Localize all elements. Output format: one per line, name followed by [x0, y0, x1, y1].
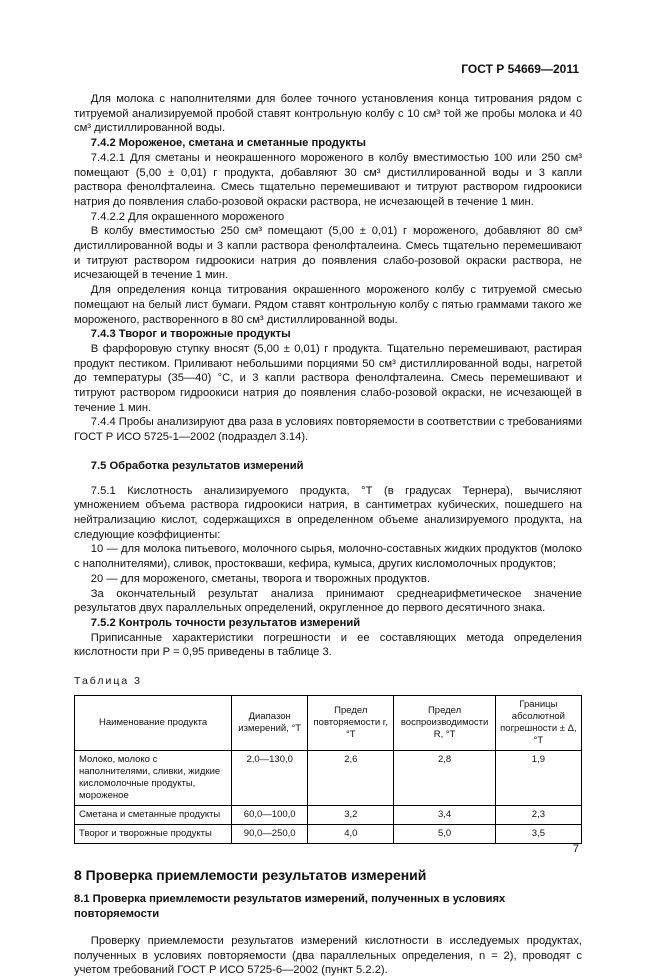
column-header: Границы абсолютной погрешности ± Δ, °Т [495, 695, 581, 750]
list-item: 20 — для мороженого, сметаны, творога и творожных продуктов. [90, 572, 430, 585]
standard-id-header: ГОСТ Р 54669—2011 [461, 62, 579, 76]
paragraph: Проверку приемлемости результатов измерений кислотности в исследуемых продуктах, полученных в условиях повторяемости (два параллельных определения, n = 2), проводят с учетом требований ГОСТ Р ИСО 5725-6—2002 (пункт 5.2.2). [74, 934, 582, 977]
section-heading-8: 8 Проверка приемлемости результатов измерений [74, 866, 427, 883]
page-number: 7 [572, 843, 579, 855]
table-cell: 3,4 [394, 805, 495, 824]
data-table [74, 695, 582, 844]
column-header: Предел повторяемости r, °Т [308, 695, 394, 750]
table-cell: Творог и творожные продукты [75, 824, 232, 843]
table-cell: 2,0—130,0 [232, 750, 308, 805]
table-row [75, 805, 582, 824]
paragraph: В фарфоровую ступку вносят (5,00 ± 0,01) г продукта. Тщательно перемешивают, растирая продукт пестиком. Приливают небольшими порциями 50 см³ дистиллированной воды, нагретой до температуры (35—40) °С, и 3 капли раствора фенолфталеина. Смесь перемешивают и титруют раствором гидроокиси натрия до появления слабо-розовой окраски, не исчезающей в течение 1 мин. [74, 342, 582, 414]
table-cell: 2,8 [394, 750, 495, 805]
table-cell: 2,3 [495, 805, 581, 824]
table-row [75, 750, 582, 805]
paragraph: 7.4.4 Пробы анализируют два раза в условиях повторяемости в соответствии с требованиями ГОСТ Р ИСО 5725-1—2002 (подраздел 3.14). [74, 416, 582, 444]
paragraph: В колбу вместимостью 250 см³ помещают (5,00 ± 0,01) г мороженого, добавляют 80 см³ дистиллированной воды и 3 капли раствора фенолфталеина. Смесь тщательно перемешивают и титруют раствором гидроокиси натрия до появления слабо-розовой окраски раствора, не исчезающей в течение 1 мин. [74, 225, 582, 282]
section-heading-7-4-3: 7.4.3 Творог и творожные продукты [90, 328, 291, 341]
table-cell: Сметана и сметанные продукты [75, 805, 232, 824]
paragraph: Для определения конца титрования окрашенного мороженого колбу с титруемой смесью помещают на белый лист бумаги. Рядом ставят контрольную колбу с пятью граммами такого же мороженого, растворенного в 80 см³ дистиллированной воды. [74, 284, 582, 326]
table-cell: 90,0—250,0 [232, 824, 308, 843]
table-caption: Таблица 3 [74, 675, 142, 688]
table-row [75, 824, 582, 843]
paragraph: 7.5.1 Кислотность анализируемого продукта, °Т (в градусах Тернера), вычисляют умножением объема раствора гидроокиси натрия, в сантиметрах кубических, пошедшего на нейтрализацию кислот, содержащихся в определенном объеме анализируемого продукта, на следующие коэффициенты: [74, 484, 582, 541]
table-cell: 3,5 [495, 824, 581, 843]
paragraph: Для молока с наполнителями для более точного установления конца титрования рядом с титруемой анализируемой пробой ставят контрольную колбу с 10 см³ той же пробы молока и 40 см³ дистиллированной воды. [74, 93, 582, 135]
subsection-heading-7-4-2-2: 7.4.2.2 Для окрашенного мороженого [90, 210, 285, 223]
column-header: Наименование продукта [75, 695, 232, 750]
table-cell: 4,0 [308, 824, 394, 843]
table-cell: 60,0—100,0 [232, 805, 308, 824]
list-item: 10 — для молока питьевого, молочного сырья, молочно-составных жидких продуктов (молоко с наполнителями), сливок, простокваши, кефира, кумыса, других кисломолочных продуктов; [74, 543, 582, 571]
table-cell: 1,9 [495, 750, 581, 805]
section-heading-7-4-2: 7.4.2 Мороженое, сметана и сметанные продукты [90, 137, 366, 150]
section-heading-7-5: 7.5 Обработка результатов измерений [90, 459, 304, 472]
table-cell: Молоко, молоко с наполнителями, сливки, жидкие кисломолочные продукты, мороженое [75, 750, 232, 805]
paragraph: Приписанные характеристики погрешности и ее составляющих метода определения кислотности при P = 0,95 приведены в таблице 3. [74, 631, 582, 659]
table-cell: 2,6 [308, 750, 394, 805]
table-header-row [75, 695, 582, 750]
column-header: Диапазон измерений, °Т [232, 695, 308, 750]
column-header: Предел воспроизводимости R, °Т [394, 695, 495, 750]
table-cell: 3,2 [308, 805, 394, 824]
paragraph: 7.4.2.1 Для сметаны и неокрашенного мороженого в колбу вместимостью 100 или 250 см³ помещают (5,00 ± 0,01) г продукта, добавляют 30 см³ дистиллированной воды и 3 капли раствора фенолфталеина. Смесь тщательно перемешивают и титруют раствором гидроокиси натрия до появления слабо-розовой окраски раствора, не исчезающей в течение 1 мин. [74, 151, 582, 208]
paragraph: За окончательный результат анализа принимают среднеарифметическое значение результатов двух параллельных определений, округленное до первого десятичного знака. [74, 587, 582, 615]
page-body [74, 92, 582, 978]
section-heading-7-5-2: 7.5.2 Контроль точности результатов измерений [90, 616, 361, 629]
section-heading-8-1: 8.1 Проверка приемлемости результатов измерений, полученных в условиях повторяемости [74, 893, 506, 921]
table-cell: 5,0 [394, 824, 495, 843]
